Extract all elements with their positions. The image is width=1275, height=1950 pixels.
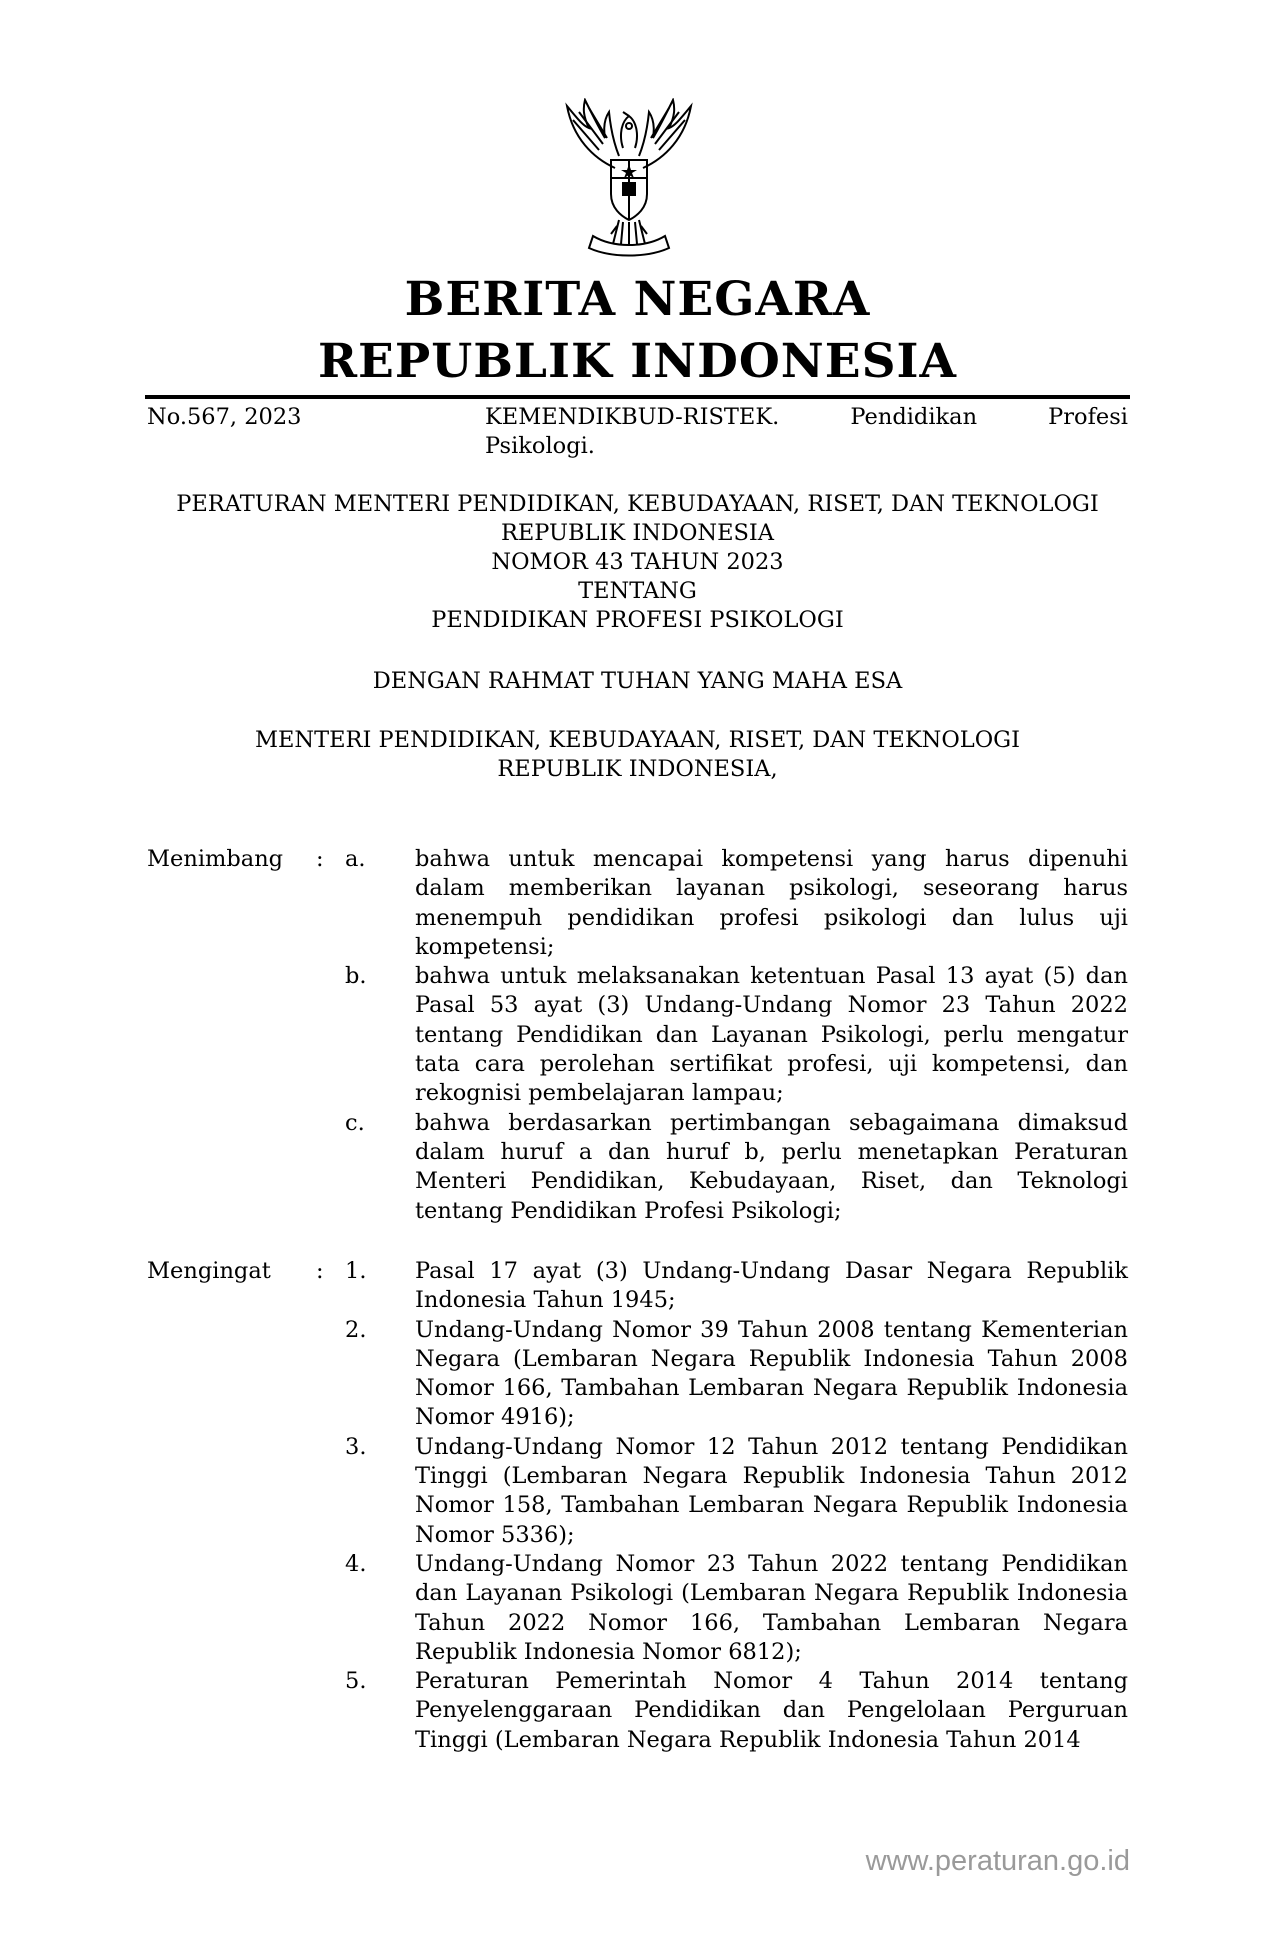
- item-text: bahwa untuk mencapai kompetensi yang harus dipenuhi dalam memberikan layanan psikologi, seseorang harus menempuh pendidikan profesi psikologi dan lulus uji kompetensi;: [415, 846, 1128, 960]
- list-item: [345, 1433, 1128, 1550]
- item-marker: 5.: [345, 1668, 367, 1695]
- gazette-number: No.567, 2023: [147, 404, 302, 430]
- issuer: [145, 726, 1130, 784]
- item-marker: 3.: [345, 1433, 367, 1460]
- item-marker: b.: [345, 963, 367, 990]
- list-item: [345, 845, 1128, 962]
- list-item: [345, 1550, 1128, 1667]
- item-marker: 2.: [345, 1316, 367, 1343]
- regulation-title-line: NOMOR 43 TAHUN 2023: [491, 549, 784, 575]
- item-text: bahwa untuk melaksanakan ketentuan Pasal 13 ayat (5) dan Pasal 53 ayat (3) Undang-Undang Nomor 23 Tahun 2022 tentang Pendidikan dan Layanan Psikologi, perlu mengatur tata cara perolehan sertifikat profesi, uji kompetensi, dan rekognisi pembelajaran lampau;: [415, 963, 1128, 1107]
- garuda-emblem-icon: [553, 98, 705, 260]
- menimbang-list: [345, 845, 1128, 1226]
- list-item: [345, 1257, 1128, 1316]
- issuer-line: MENTERI PENDIDIKAN, KEBUDAYAAN, RISET, DAN TEKNOLOGI: [254, 727, 1021, 753]
- regulation-title: [145, 490, 1130, 635]
- mengingat-label: Mengingat: [147, 1258, 271, 1284]
- item-text: Undang-Undang Nomor 12 Tahun 2012 tentang Pendidikan Tinggi (Lembaran Negara Republik Indonesia Tahun 2012 Nomor 158, Tambahan Lembaran Negara Republik Indonesia Nomor 5336);: [415, 1433, 1128, 1548]
- gazette-subject-continued: Psikologi.: [485, 433, 595, 459]
- item-marker: 4.: [345, 1550, 367, 1577]
- regulation-title-line: TENTANG: [578, 578, 697, 604]
- masthead-title-line-1: BERITA NEGARA: [404, 272, 871, 327]
- regulation-title-line: PENDIDIKAN PROFESI PSIKOLOGI: [431, 607, 844, 633]
- menimbang-label: Menimbang: [147, 846, 284, 872]
- invocation-text: DENGAN RAHMAT TUHAN YANG MAHA ESA: [372, 668, 903, 694]
- item-text: Peraturan Pemerintah Nomor 4 Tahun 2014 tentang Penyelenggaraan Pendidikan dan Pengelolaan Perguruan Tinggi (Lembaran Negara Republik Indonesia Tahun 2014: [415, 1668, 1128, 1753]
- item-text: Undang-Undang Nomor 39 Tahun 2008 tentang Kementerian Negara (Lembaran Negara Republik Indonesia Tahun 2008 Nomor 166, Tambahan Lembaran Negara Republik Indonesia Nomor 4916);: [415, 1316, 1128, 1431]
- item-text: bahwa berdasarkan pertimbangan sebagaimana dimaksud dalam huruf a dan huruf b, perlu menetapkan Peraturan Menteri Pendidikan, Kebudayaan, Riset, dan Teknologi tentang Pendidikan Profesi Psikologi;: [415, 1109, 1128, 1224]
- item-marker: 1.: [345, 1258, 367, 1284]
- header-rule: [145, 395, 1130, 399]
- item-text: Undang-Undang Nomor 23 Tahun 2022 tentang Pendidikan dan Layanan Psikologi (Lembaran Negara Republik Indonesia Tahun 2022 Nomor 166, Tambahan Lembaran Negara Republik Indonesia Nomor 6812);: [415, 1550, 1128, 1665]
- invocation: [145, 667, 1130, 696]
- item-marker: a.: [345, 846, 366, 872]
- mengingat-list: [345, 1257, 1128, 1755]
- list-item: [345, 1316, 1128, 1433]
- mengingat-colon: :: [316, 1258, 324, 1284]
- list-item: [345, 962, 1128, 1108]
- gazette-subject: KEMENDIKBUD-RISTEK. Pendidikan Profesi: [485, 404, 1128, 430]
- item-marker: c.: [345, 1109, 365, 1136]
- masthead-title-line-2: REPUBLIK INDONESIA: [317, 334, 957, 389]
- item-text: Pasal 17 ayat (3) Undang-Undang Dasar Negara Republik Indonesia Tahun 1945;: [415, 1258, 1128, 1314]
- list-item: [345, 1667, 1128, 1755]
- regulation-title-line: PERATURAN MENTERI PENDIDIKAN, KEBUDAYAAN, RISET, DAN TEKNOLOGI: [176, 491, 1099, 517]
- list-item: [345, 1109, 1128, 1226]
- source-watermark: www.peraturan.go.id: [865, 1845, 1130, 1877]
- menimbang-colon: :: [316, 846, 324, 872]
- issuer-line: REPUBLIK INDONESIA,: [497, 756, 778, 782]
- regulation-title-line: REPUBLIK INDONESIA: [500, 520, 775, 546]
